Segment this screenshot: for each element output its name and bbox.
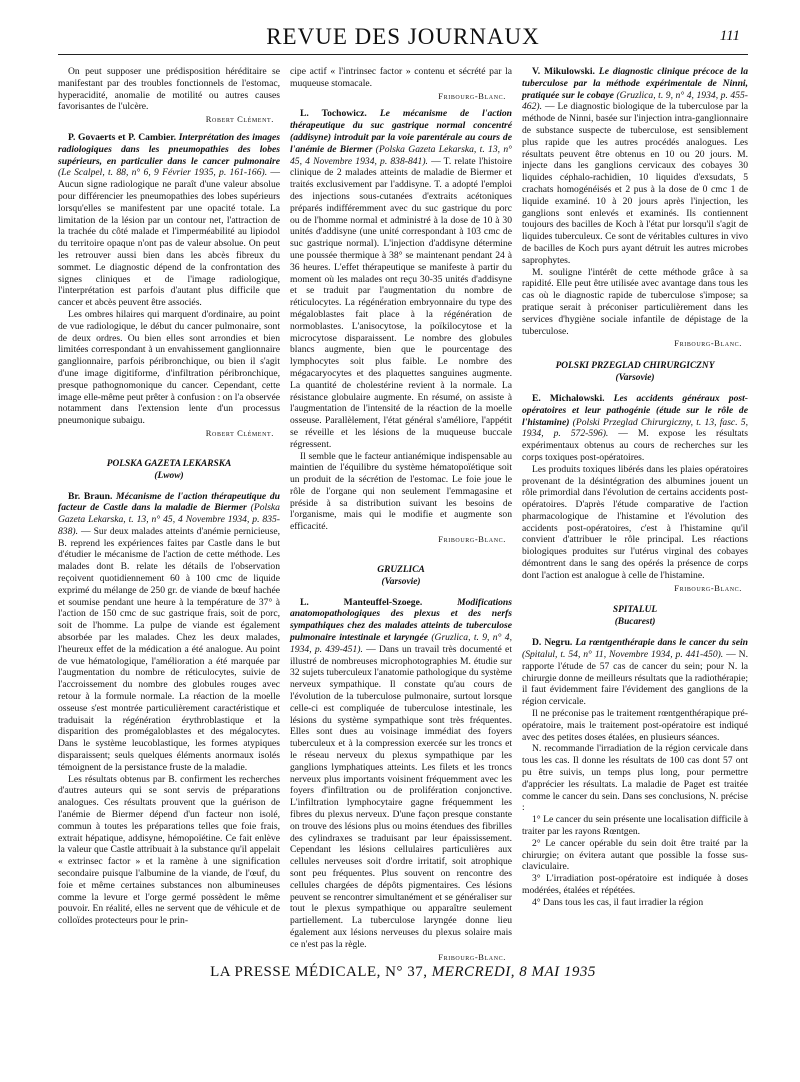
article-author: L. Tochowicz. [300,108,367,120]
article-ref: (Spitalul, t. 54, n° 11, Novembre 1934, p. 441-450). [522,649,724,661]
article-ref: (Polski Przeglad Chirurgiczny, t. 13, fasc. 5, 1934, p. 572-596). [522,416,748,440]
paragraph: 2° Le cancer opérable du sein doit être traité par la chirurgie; on évitera autant que possible la fosse sus-claviculaire. [522,837,748,873]
section-heading: SPITALUL [612,605,658,616]
section-city: (Varsovie) [381,576,421,587]
paragraph: Les produits toxiques libérés dans les plaies opératoires provenant de la désintégration des albumines jouent un rôle primordial dans l'évolution de certains accidents post-opératoires. D'après l'étude comparative de l'action pharmacologique de l'histamine et l'évolution des accidents post-opératoires, c'est à l'histamine qu'il convient d'attribuer le rôle principal. Les réactions biologiques produites sur l'utérus virginal des cobayes démontrent dans le sang des opérés la présence de corps dont l'action est analogue à celle de l'histamine. [522,463,748,581]
article-text: — Aucun signe radiologique ne paraît d'une valeur absolue pour différencier les pneumopathies des lobes supérieurs lorsqu'elles se manifestent par une opacité totale. La limitation de la lésion par un contour net, l'attraction de la trachée du côté malade et l'imperméabilité au lipiodol du territoire opaque n'ont pas de valeur absolue. On peut les retrouver aussi bien dans les abcès fibreux du sommet. Le diagnostic dépend de la confrontation des signes cliniques et de l'image radiologique, l'interprétation est parfois d'autant plus difficile que cancer et abcès peuvent être associés. [58,167,280,309]
paragraph: Il semble que le facteur antianémique indispensable au maintien de l'équilibre du système hématopoïétique soit un produit de la sécrétion de l'estomac. Le foie joue le rôle de l'organe qui non seulement l'emmagasine et préside à sa distribution suivant les besoins de l'organisme, mais qui le modifie et augmente son efficacité. [290,450,512,533]
signature: Fribourg-Blanc. [674,582,742,593]
article-title: La rœntgenthérapie dans le cancer du sein [575,637,748,649]
paragraph: cipe actif « l'intrinsec factor » contenu et sécrété par la muqueuse stomacale. [290,66,512,89]
article-text: — Sur deux malades atteints d'anémie pernicieuse, B. reprend les expériences faites par Castle dans le but d'étudier le mécanisme de l'action de cette méthode. Les malades dont B. relate les détails de l'observation reçoivent quotidiennement 60 à 100 cmc de liquide exprimé du mélange de 250 gr. de viande de bœuf hachée et soumise pendant une heure à la température de 37° à l'action de 150 cmc de suc gastrique frais, soit de porc, soit de l'homme. La pulpe de viande est également absorbée par les malades. Chez les deux malades, l'heureux effet de la médication a été analogue. Au point de vue hématologique, l'amélioration a été marquée par l'augmentation du nombre de réticulocytes, suivie de l'accroissement du nombre des globules rouges avec retour à la formule normale. La réaction de la moelle osseuse s'est montrée particulièrement caractéristique et traduisait la régénération érythroblastique et la disparition des promégaloblastes et des mégalocytes. Dans le système leucoblastique, les formes atypiques disparaissent; seuls quelques éléments anormaux isolés témoignent de la persistance fruste de la maladie. [58,525,280,773]
article-text: — M. expose les résultats expérimentaux obtenus au cours de recherches sur les corps toxiques post-opératoires. [522,428,748,463]
signature: Robert Clément. [205,427,274,438]
signature: Robert Clément. [205,114,274,125]
paragraph: Les résultats obtenus par B. confirment les recherches d'autres auteurs qui se sont servis de préparations analogues. Ces résultats prouvent que la guérison de l'anémie de Biermer dépend d'un facteur non isolé, commun à toutes les préparations telles que foie frais, extrait hépatique, addisyne, hémopoïétine. Ce fait enlève la valeur que Castle attribuait à la substance qu'il appelait « extrinsec factor » et la ramène à une signification secondaire puisque l'albumine de la viande, de l'œuf, du foie et même certaines substances non albumineuses comme la levure et l'orge germé possèdent le même pouvoir. En réalité, elles ne servent que de véhicule et de colloïdes protecteurs pour le prin- [58,773,280,927]
paragraph: M. souligne l'intérêt de cette méthode grâce à sa rapidité. Elle peut être utilisée avec avantage dans tous les cas où le diagnostic rapide de tuberculose s'impose; sa pratique serait à préconiser particulièrement dans les services d'hygiène sociale infantile de dépistage de la tuberculose. [522,266,748,337]
article-title: Modifications anatomopathologiques des plexus et des nerfs sympathiques chez des malades atteints de tuberculose pulmonaire intestinale et laryngée [290,596,512,644]
signature: Fribourg-Blanc. [674,338,742,349]
section-city: (Varsovie) [615,373,655,384]
article-michalowski [522,393,748,464]
column-3 [522,66,748,909]
footer-date: MERCREDI, 8 MAI 1935 [431,964,596,980]
article-author: E. Michalowski. [532,392,605,404]
article-ref: (Polska Gazeta Lekarska, t. 13, n° 45, 4 Novembre 1934, p. 838-841). [290,143,512,167]
paragraph: On peut supposer une prédisposition héréditaire se manifestant par des troubles fonctionnels de l'estomac, hyperacidité, anomalie de motilité ou autres causes favorisantes de l'ulcère. [58,66,280,113]
page-number: 111 [719,28,740,44]
paragraph: Les ombres hilaires qui marquent d'ordinaire, au point de vue radiologique, le début du cancer pulmonaire, sont de deux ordres. Ou bien elles sont arrondies et bien limitées correspondant à un envahissement ganglionnaire ganglionnaire, parfois péribronchique, ou bien il s'agit d'une image digitiforme, d'infiltration péribronchique, presque pathognomonique du cancer. Cependant, cette image elle-même peut prêter à confusion : on l'a observée notamment dans l'extension lente d'un processus pneumonique subaigu. [58,308,280,427]
journal-title: REVUE DES JOURNAUX [266,24,540,49]
article-ref: (Le Scalpel, t. 88, n° 6, 9 Février 1935, p. 161-166). [58,167,268,179]
article-ref: (Gruzlica, t. 9, n° 4, 1934, p. 455-462). [522,89,748,113]
article-title: Le mécanisme de l'action thérapeutique du suc gastrique normal concentré (addisyne) introduit par la voie parentérale au cours de l'anémie de Biermer [290,108,512,155]
footer-journal: LA PRESSE MÉDICALE, N° 37, [210,964,428,980]
article-text: — Le diagnostic biologique de la tuberculose par la méthode de Ninni, basée sur l'injection intra-ganglionnaire de substance suspecte de tuberculose, est sensiblement plus rapide que les autres procédés analogues. Les résultats peuvent être obtenus en 10 ou 20 jours. M. injecte dans les ganglions cervicaux des cobayes 30 liquides céphalo-rachidien, 10 liquides d'exsudats, 5 crachats homogénéisés et 2 pus à la dose de 0 cmc 1 de liquide examiné. 10 à 20 jours après l'injection, les ganglions sont enlevés et examinés. Ils contiennent toujours des bacilles de Koch à l'état pur lorsqu'il s'agit de liquides tuberculeux. Ce sont de véritables cultures in vivo de bacilles de Koch purs ayant détruit les autres microbes saprophytes. [522,101,748,266]
paragraph: Il ne préconise pas le traitement rœntgenthérapique pré-opératoire, mais le traitement post-opératoire est indiqué avec des petites doses étalées, en plusieurs séances. [522,708,748,743]
article-tochowicz [290,108,512,450]
article-title: Mécanisme de l'action thérapeutique du facteur de Castle dans la maladie de Biermer [58,490,280,514]
article-author: L. Manteuffel-Szoege. [300,596,423,608]
page-header [58,24,748,55]
section-heading: POLSKA GAZETA LEKARSKA [106,458,232,469]
section-heading: POLSKI PRZEGLAD CHIRURGICZNY [555,361,715,372]
signature: Fribourg-Blanc. [438,534,506,545]
column-2 [290,66,512,969]
article-author: V. Mikulowski. [532,66,595,77]
paragraph: 3° L'irradiation post-opératoire est indiquée à doses modérées, étalées et répétées. [522,873,748,896]
signature: Fribourg-Blanc. [438,951,506,962]
article-ref: (Gruzlica, t. 9, n° 4, 1934, p. 439-451). [290,632,512,655]
signature: Fribourg-Blanc. [438,90,506,101]
article-manteuffel [290,597,512,951]
article-title: Les accidents généraux post-opératoires et leur pathogénie (étude sur le rôle de l'histamine) [522,392,748,428]
column-1 [58,66,280,927]
section-city: (Lwow) [154,470,184,481]
article-text: — T. relate l'histoire clinique de 2 malades atteints de maladie de Biermer et traités exclusivement par l'addisyne. T. a adopté l'emploi des injections sous-cutanées d'extraits acétoniques préparés indifféremment avec du suc gastrique du porc ou de l'homme normal et administré à la dose de 10 à 30 unités d'addisyne (une unité correspondant à 103 cmc de suc gastrique normal). L'injection d'addisyne détermine une poussée thermique à 38° se maintenant pendant 24 à 36 heures. L'effet thérapeutique se manifeste à partir du moment où les malades ont reçu 30-35 unités d'addisyne et se traduit par l'augmentation du nombre de réticulocytes. La régénération embryonnaire du type des mégaloblastes fait place à la régénération de normoblastes. L'anisocytose, la poïkilocytose et la microcytose disparaissent. Le nombre des globules blancs augmente, bien que le pourcentage des lymphocytes soit plus faible. Le nombre des mégacaryocytes et des plaquettes sanguines augmente. La quantité de cholestérine revient à la normale. La résistance globulaire augmente. En résumé, on assiste à l'augmentation de l'intensité de la réaction de la moelle osseuse. Parallèlement, l'état général s'améliore, l'appétit se réveille et les lésions de la muqueuse buccale régressent. [290,155,512,450]
paragraph: N. recommande l'irradiation de la région cervicale dans tous les cas. Il donne les résultats de 100 cas dont 57 ont pu être suivis, un temps plus long, pour permettre d'apprécier les résultats. La maladie de Paget est traitée comme le cancer du sein. Dans ses conclusions, N. précise : [522,743,748,814]
article-negru [522,637,748,708]
paragraph: 4° Dans tous les cas, il faut irradier la région [532,896,704,908]
article-title: Le diagnostic clinique précoce de la tuberculose par la méthode expérimentale de Ninni, pratiquée sur le cobaye [522,66,748,101]
article-text: — N. rapporte l'étude de 57 cas de cancer du sein; pour N. la chirurgie donne de meilleurs résultats que la radiothérapie; il faut évidemment faire l'évidement des ganglions de la région cervicale. [522,649,748,708]
article-ref: (Polska Gazeta Lekarska, t. 13, n° 45, 4 Novembre 1934, p. 835-838). [58,502,280,537]
article-author: D. Negru. [532,637,573,649]
section-city: (Bucarest) [614,617,656,628]
article-mikulowski [522,66,748,267]
article-author: P. Govaerts et P. Cambier. [68,131,176,143]
section-heading: GRUZLICA [377,564,425,575]
article-braun [58,491,280,774]
page-footer [58,964,748,981]
article-author: Br. Braun. [68,490,113,502]
paragraph: 1° Le cancer du sein présente une localisation difficile à traiter par les rayons Rœntgen. [522,814,748,838]
article-govaerts [58,132,280,309]
article-text: — Dans un travail très documenté et illustré de nombreuses microphotographies M. étudie sur 32 sujets tuberculeux l'anatomie pathologique du système nerveux sympathique. Il constate qu'au cours de l'évolution de la tuberculose pulmonaire, surtout lorsque celle-ci est compliquée de tuberculose intestinale, les lésions du système sympathique sont très fréquentes. Elles sont dues au voisinage immédiat des foyers tuberculeux et à la compression exercée sur les troncs et le réseau nerveux du plexus sympathique par les ganglions lymphatiques atteints. Les filets et les troncs nerveux plus importants voisinent fréquemment avec les foyers d'infiltration ou de prolifération conjonctive. L'infiltration lymphocytaire gagne fréquemment les fibres du plexus nerveux. D'une façon presque constante on trouve des lésions plus ou moins étendues des fibrilles des cylindraxes se traduisant par leur épaississement. Cependant les lésions cellulaires particulières aux cellules nerveuses soit d'ordre irritatif, soit atrophique sont peu fréquentes. Plus souvent on rencontre des cellules chargées de dépôts pigmentaires. Ces lésions peuvent se rencontrer simultanément et se généraliser sur tout le plexus sympathique ou apparaître seulement partiellement. La tuberculose laryngée donne lieu également aux lésions nerveuses du plexus solaire mais ce n'est pas la règle. [290,643,512,950]
article-title: Interprétation des images radiologiques dans les pneumopathies des lobes supérieurs, en particulier dans le cancer pulmonaire [58,131,280,167]
